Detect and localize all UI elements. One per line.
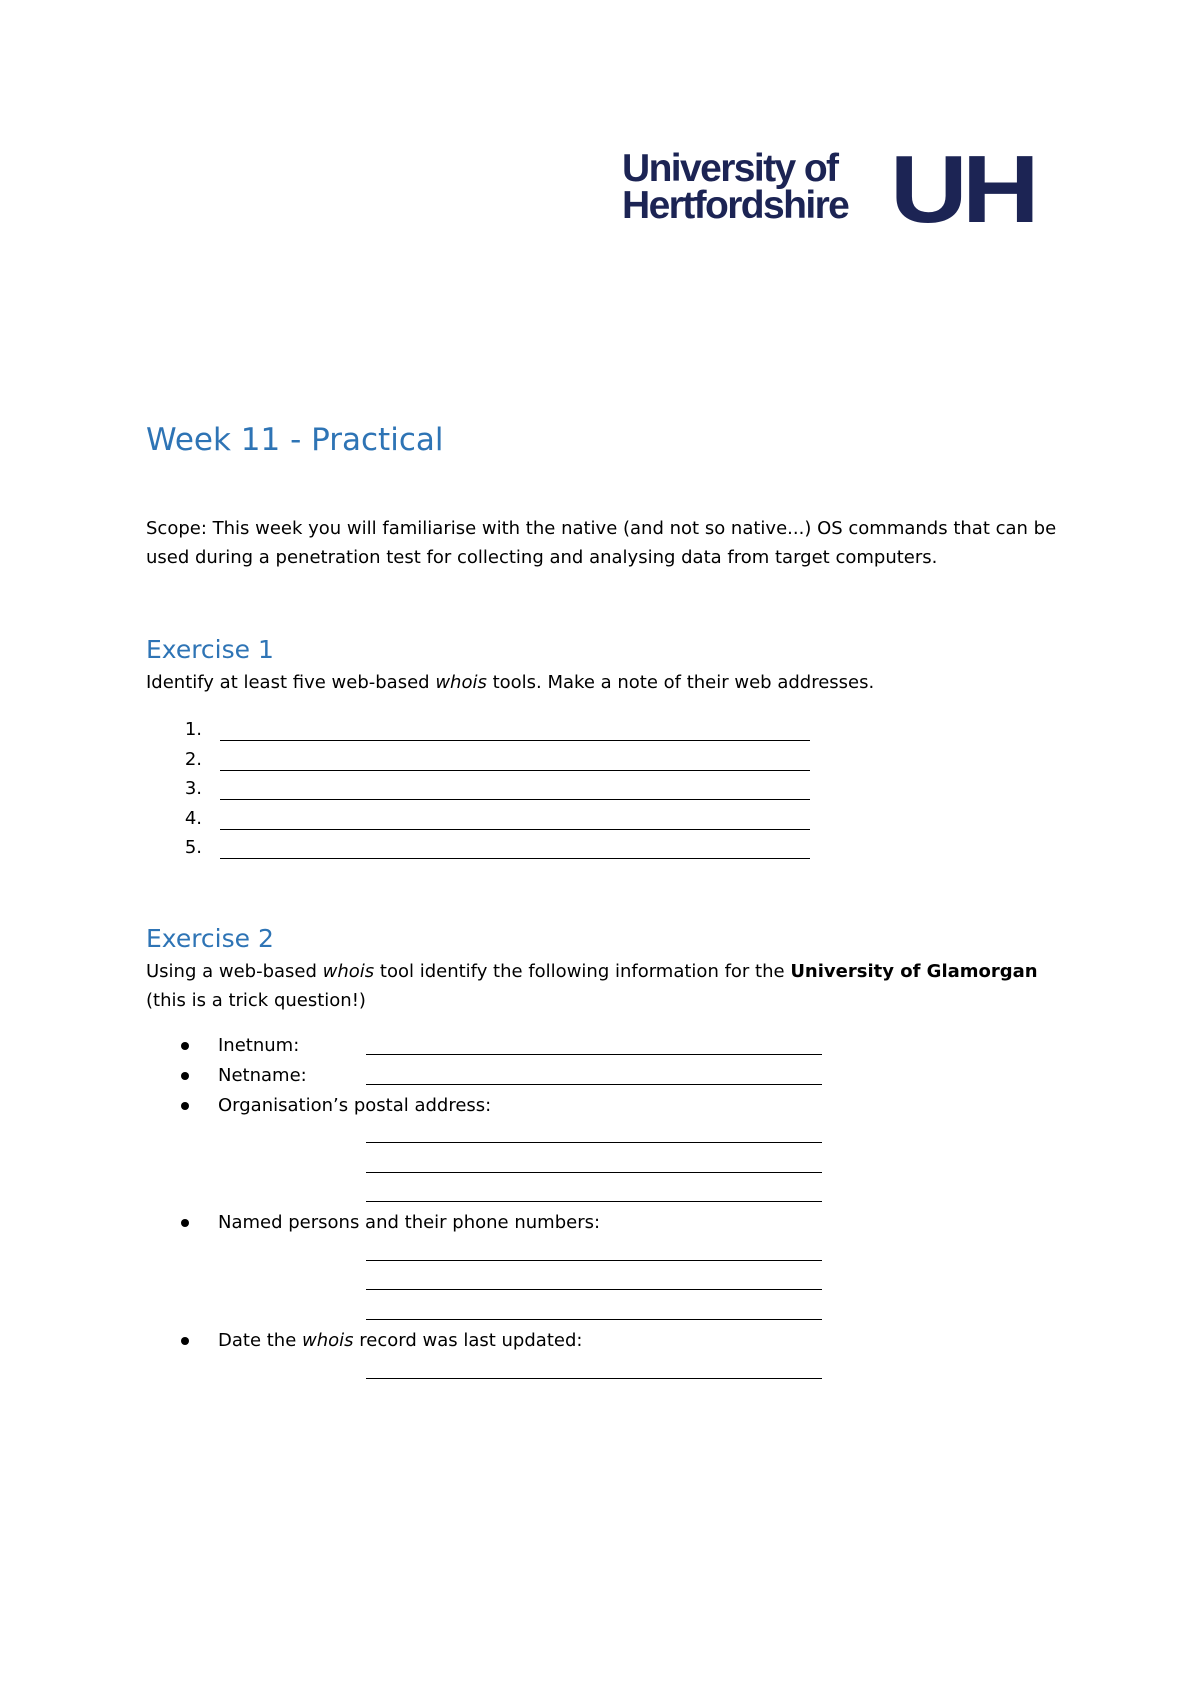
bullet-icon bbox=[181, 1219, 189, 1227]
university-logo bbox=[622, 136, 1042, 243]
answer-number: 3. bbox=[184, 778, 202, 799]
exercise-1-instruction bbox=[146, 668, 1066, 697]
answer-number: 5. bbox=[184, 837, 202, 858]
exercise-2-heading: Exercise 2 bbox=[146, 924, 274, 953]
instruction-bold: University of Glamorgan bbox=[790, 961, 1038, 982]
logo-uh-mark: UH bbox=[890, 136, 1035, 243]
instruction-emphasis: whois bbox=[322, 961, 375, 982]
answer-line[interactable] bbox=[366, 1260, 822, 1261]
answer-line[interactable] bbox=[220, 740, 810, 741]
label-emphasis: whois bbox=[302, 1330, 354, 1351]
bullet-icon bbox=[181, 1042, 189, 1050]
logo-wordmark bbox=[622, 147, 849, 227]
page-title: Week 11 - Practical bbox=[146, 422, 444, 458]
answer-number: 4. bbox=[184, 808, 202, 829]
answer-line[interactable] bbox=[366, 1142, 822, 1143]
answer-line[interactable] bbox=[366, 1172, 822, 1173]
answer-number: 1. bbox=[184, 719, 202, 740]
answer-line[interactable] bbox=[220, 858, 810, 859]
instruction-text: Identify at least five web-based bbox=[146, 672, 436, 693]
field-label-inetnum: Inetnum: bbox=[218, 1035, 300, 1056]
answer-line[interactable] bbox=[366, 1084, 822, 1085]
field-label-date-updated bbox=[218, 1329, 582, 1353]
exercise-1-heading: Exercise 1 bbox=[146, 635, 274, 664]
instruction-text: tools. Make a note of their web addresses. bbox=[486, 672, 875, 693]
answer-line[interactable] bbox=[366, 1289, 822, 1290]
answer-line[interactable] bbox=[220, 799, 810, 800]
answer-line[interactable] bbox=[366, 1319, 822, 1320]
instruction-emphasis: whois bbox=[435, 672, 487, 693]
logo-line-2: Hertfordshire bbox=[622, 184, 849, 227]
answer-line[interactable] bbox=[366, 1054, 822, 1055]
answer-line[interactable] bbox=[366, 1378, 822, 1379]
instruction-text: Using a web-based bbox=[146, 961, 323, 982]
exercise-2-note: (this is a trick question!) bbox=[146, 990, 366, 1011]
label-text: record was last updated: bbox=[353, 1330, 583, 1351]
bullet-icon bbox=[181, 1102, 189, 1110]
logo-line-1: University of bbox=[622, 147, 838, 190]
exercise-2-instruction bbox=[146, 957, 1066, 986]
field-label-postal-address: Organisation’s postal address: bbox=[218, 1095, 492, 1116]
field-label-named-persons: Named persons and their phone numbers: bbox=[218, 1212, 601, 1233]
bullet-icon bbox=[181, 1337, 189, 1345]
bullet-icon bbox=[181, 1072, 189, 1080]
answer-line[interactable] bbox=[220, 770, 810, 771]
instruction-text: tool identify the following information for the bbox=[374, 961, 791, 982]
answer-line[interactable] bbox=[220, 829, 810, 830]
scope-paragraph: Scope: This week you will familiarise with the native (and not so native...) OS commands that can be used during a penetration test for collecting and analysing data from target computers. bbox=[146, 518, 1057, 568]
answer-line[interactable] bbox=[366, 1201, 822, 1202]
answer-number: 2. bbox=[184, 749, 202, 770]
label-text: Date the bbox=[218, 1330, 303, 1351]
field-label-netname: Netname: bbox=[218, 1065, 307, 1086]
